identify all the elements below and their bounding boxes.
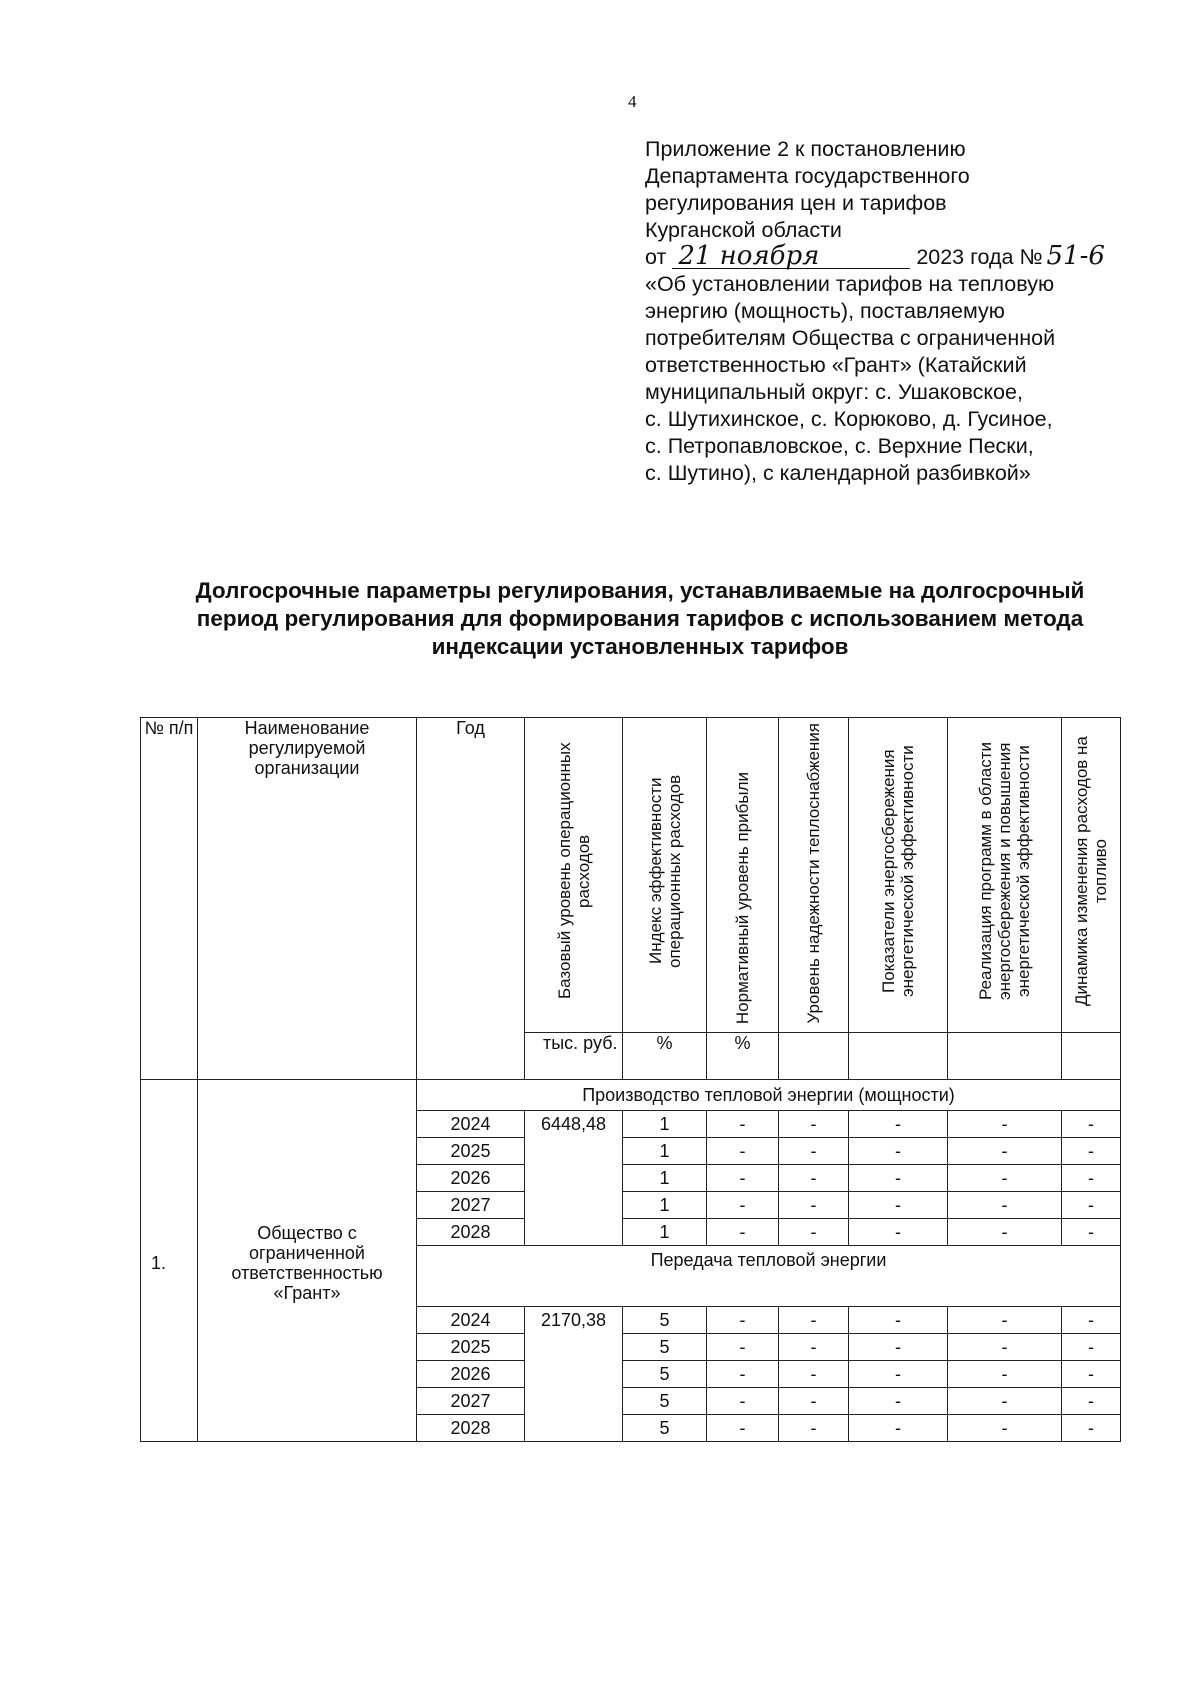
subject-line: ответственностью «Грант» (Катайский	[645, 353, 1027, 377]
cell-fuel: -	[1062, 1192, 1121, 1219]
cell-energy: -	[849, 1219, 948, 1246]
cell-year: 2025	[417, 1334, 525, 1361]
header-num: № п/п	[141, 718, 198, 1080]
cell-energy: -	[849, 1165, 948, 1192]
cell-index: 1	[623, 1138, 707, 1165]
cell-year: 2024	[417, 1307, 525, 1334]
cell-year: 2027	[417, 1192, 525, 1219]
cell-programs: -	[948, 1307, 1062, 1334]
cell-programs: -	[948, 1415, 1062, 1442]
cell-index: 1	[623, 1219, 707, 1246]
cell-energy: -	[849, 1361, 948, 1388]
cell-profit: -	[707, 1219, 779, 1246]
parameters-table	[140, 717, 1121, 1442]
cell-year: 2028	[417, 1415, 525, 1442]
section-title: Производство тепловой энергии (мощности)	[417, 1080, 1121, 1111]
unit-empty	[779, 1033, 849, 1080]
header-fuel: Динамика изменения расходов на топливо	[1072, 736, 1110, 1006]
subject-line: «Об установлении тарифов на тепловую	[645, 272, 1055, 296]
cell-profit: -	[707, 1138, 779, 1165]
subject-line: с. Шутихинское, с. Корюково, д. Гусиное,	[645, 407, 1053, 431]
title-line: Долгосрочные параметры регулирования, устанавливаемые на долгосрочный	[195, 578, 1085, 603]
cell-reliability: -	[779, 1361, 849, 1388]
appendix-line: Курганской области	[645, 218, 842, 242]
cell-programs: -	[948, 1165, 1062, 1192]
cell-reliability: -	[779, 1111, 849, 1138]
cell-reliability: -	[779, 1165, 849, 1192]
cell-profit: -	[707, 1192, 779, 1219]
cell-energy: -	[849, 1111, 948, 1138]
cell-energy: -	[849, 1138, 948, 1165]
cell-fuel: -	[1062, 1138, 1121, 1165]
cell-year: 2024	[417, 1111, 525, 1138]
cell-energy: -	[849, 1334, 948, 1361]
cell-reliability: -	[779, 1138, 849, 1165]
cell-programs: -	[948, 1138, 1062, 1165]
appendix-line: Приложение 2 к постановлению	[645, 137, 966, 161]
cell-reliability: -	[779, 1334, 849, 1361]
header-energy: Показатели энергосбережения энергетической эффективности	[879, 745, 917, 997]
header-fuel-cell	[1062, 718, 1121, 1033]
cell-profit: -	[707, 1415, 779, 1442]
header-index: Индекс эффективности операционных расходов	[645, 774, 684, 968]
header-energy-cell	[849, 718, 948, 1033]
header-programs-cell	[948, 718, 1062, 1033]
cell-index: 5	[623, 1334, 707, 1361]
cell-profit: -	[707, 1388, 779, 1415]
cell-year: 2026	[417, 1165, 525, 1192]
cell-fuel: -	[1062, 1307, 1121, 1334]
cell-energy: -	[849, 1388, 948, 1415]
header-reliability-cell	[779, 718, 849, 1033]
header-base-cell	[525, 718, 623, 1033]
cell-fuel: -	[1062, 1388, 1121, 1415]
header-profit-cell	[707, 718, 779, 1033]
cell-profit: -	[707, 1334, 779, 1361]
cell-programs: -	[948, 1111, 1062, 1138]
cell-fuel: -	[1062, 1415, 1121, 1442]
cell-energy: -	[849, 1307, 948, 1334]
appendix-line: регулирования цен и тарифов	[645, 191, 947, 215]
cell-reliability: -	[779, 1415, 849, 1442]
cell-index: 1	[623, 1192, 707, 1219]
appendix-line: Департамента государственного	[645, 164, 970, 188]
cell-profit: -	[707, 1361, 779, 1388]
cell-index: 5	[623, 1361, 707, 1388]
unit-base: тыс. руб.	[525, 1033, 623, 1080]
unit-profit: %	[707, 1033, 779, 1080]
header-year: Год	[417, 718, 525, 1080]
header-org: Наименование регулируемой организации	[198, 718, 417, 1080]
appendix-block	[645, 136, 1125, 487]
cell-fuel: -	[1062, 1219, 1121, 1246]
document-title	[120, 577, 1160, 661]
cell-reliability: -	[779, 1307, 849, 1334]
header-reliability: Уровень надежности теплоснабжения	[804, 723, 823, 1024]
cell-fuel: -	[1062, 1111, 1121, 1138]
cell-year: 2026	[417, 1361, 525, 1388]
subject-line: энергию (мощность), поставляемую	[645, 299, 1005, 323]
cell-index: 5	[623, 1307, 707, 1334]
page-number: 4	[628, 92, 637, 111]
cell-profit: -	[707, 1307, 779, 1334]
cell-profit: -	[707, 1111, 779, 1138]
cell-reliability: -	[779, 1192, 849, 1219]
cell-reliability: -	[779, 1388, 849, 1415]
unit-empty	[948, 1033, 1062, 1080]
cell-year: 2025	[417, 1138, 525, 1165]
cell-profit: -	[707, 1165, 779, 1192]
header-base: Базовый уровень операционных расходов	[554, 742, 593, 1000]
unit-empty	[1062, 1033, 1121, 1080]
header-index-cell	[623, 718, 707, 1033]
cell-base: 2170,38	[525, 1307, 623, 1442]
subject-line: муниципальный округ: с. Ушаковское,	[645, 380, 1023, 404]
cell-fuel: -	[1062, 1361, 1121, 1388]
title-line: период регулирования для формирования тарифов с использованием метода	[196, 606, 1084, 631]
appendix-date-line	[645, 241, 1125, 271]
date-prefix: от	[645, 245, 667, 269]
header-row	[141, 718, 1121, 1033]
cell-energy: -	[849, 1415, 948, 1442]
subject-line: потребителям Общества с ограниченной	[645, 326, 1056, 350]
cell-index: 5	[623, 1415, 707, 1442]
subject-line: с. Петропавловское, с. Верхние Пески,	[645, 434, 1034, 458]
cell-index: 1	[623, 1111, 707, 1138]
cell-year: 2028	[417, 1219, 525, 1246]
header-profit: Нормативный уровень прибыли	[733, 771, 752, 1024]
cell-index: 1	[623, 1165, 707, 1192]
organization-name: Общество с ограниченной ответственностью «Грант»	[198, 1080, 417, 1442]
handwritten-number: 51-6	[1046, 241, 1105, 271]
cell-fuel: -	[1062, 1334, 1121, 1361]
cell-index: 5	[623, 1388, 707, 1415]
row-number: 1.	[141, 1080, 198, 1442]
cell-base: 6448,48	[525, 1111, 623, 1246]
cell-reliability: -	[779, 1219, 849, 1246]
cell-fuel: -	[1062, 1165, 1121, 1192]
cell-year: 2027	[417, 1388, 525, 1415]
section-row	[141, 1080, 1121, 1111]
unit-index: %	[623, 1033, 707, 1080]
cell-energy: -	[849, 1192, 948, 1219]
cell-programs: -	[948, 1219, 1062, 1246]
cell-programs: -	[948, 1388, 1062, 1415]
cell-programs: -	[948, 1192, 1062, 1219]
title-line: индексации установленных тарифов	[431, 634, 849, 659]
handwritten-date: 21 ноября	[672, 244, 910, 269]
subject-line: с. Шутино), с календарной разбивкой»	[645, 461, 1031, 485]
cell-programs: -	[948, 1334, 1062, 1361]
section-title: Передача тепловой энергии	[417, 1246, 1121, 1307]
header-programs: Реализация программ в области энергосбережения и повышения энергетической эффективности	[976, 742, 1033, 1000]
cell-programs: -	[948, 1361, 1062, 1388]
year-text: 2023 года №	[916, 245, 1043, 269]
unit-empty	[849, 1033, 948, 1080]
